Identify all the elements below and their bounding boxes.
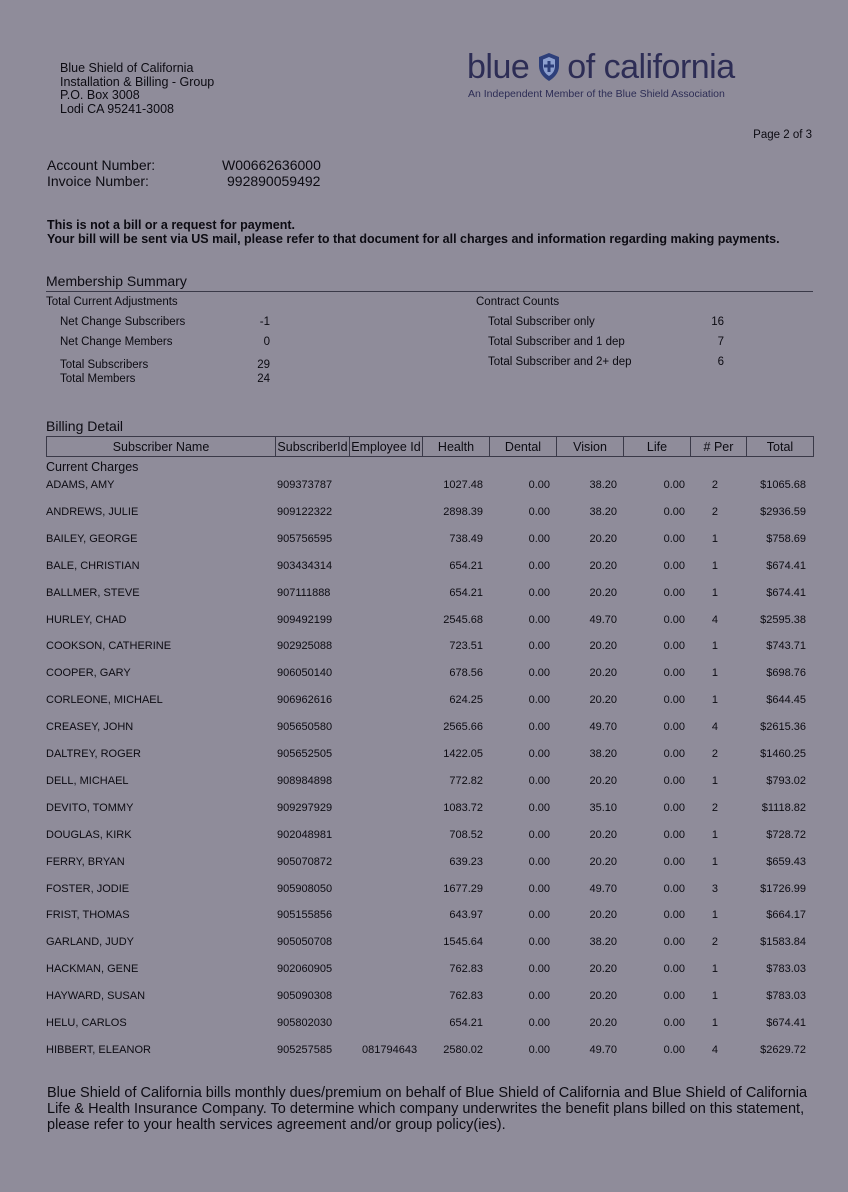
health-amount: 654.21 [449, 1017, 483, 1029]
per-count: 1 [711, 694, 718, 707]
table-row [46, 587, 813, 614]
company-logo [467, 50, 735, 100]
total-amount: $2615.36 [760, 721, 806, 734]
net-change-members-value: 0 [263, 336, 270, 348]
health-amount: 1083.72 [443, 801, 483, 814]
vision-amount: 20.20 [589, 1017, 617, 1029]
vision-amount: 35.10 [589, 801, 617, 814]
total-amount: $783.03 [766, 963, 806, 976]
membership-summary-title: Membership Summary [46, 273, 187, 289]
logo-word-california: of california [567, 48, 735, 86]
total-amount: $2936.59 [760, 505, 806, 518]
subscriber-id: 905155856 [277, 909, 333, 922]
total-amount: $728.72 [766, 828, 806, 841]
total-amount: $783.03 [766, 990, 806, 1003]
column-header: SubscriberId [276, 437, 350, 457]
life-amount: 0.00 [663, 479, 685, 491]
health-amount: 639.23 [449, 855, 483, 868]
life-amount: 0.00 [663, 828, 685, 841]
vision-amount: 20.20 [589, 990, 617, 1003]
subscriber-name: GARLAND, JUDY [46, 936, 135, 949]
table-row [46, 829, 813, 856]
table-row [46, 614, 813, 641]
vision-amount: 20.20 [589, 586, 617, 599]
life-amount: 0.00 [663, 640, 685, 653]
dental-amount: 0.00 [528, 1017, 550, 1029]
vision-amount: 20.20 [589, 774, 617, 787]
subscriber-name: COOPER, GARY [46, 667, 131, 680]
payment-notice [47, 218, 780, 246]
vision-amount: 20.20 [589, 855, 617, 868]
subscriber-id: 905652505 [277, 748, 333, 760]
footer-disclaimer: Blue Shield of California bills monthly dues/premium on behalf of Blue Shield of California and Blue Shield of California Life & Health Insurance Company. To determine which company underwrites the benefit plans billed on this statement, please refer to your health services agreement and/or group policy(ies). [47, 1085, 808, 1133]
contract-label: Total Subscriber only [488, 316, 595, 328]
life-amount: 0.00 [663, 990, 685, 1003]
subscriber-id: 909492199 [277, 613, 333, 626]
health-amount: 772.82 [449, 774, 483, 787]
per-count: 1 [711, 990, 718, 1003]
life-amount: 0.00 [663, 909, 685, 922]
dental-amount: 0.00 [528, 855, 550, 868]
page-indicator: Page 2 of 3 [753, 129, 812, 141]
life-amount: 0.00 [663, 586, 685, 599]
life-amount: 0.00 [663, 694, 685, 707]
subscriber-name: HACKMAN, GENE [46, 963, 139, 976]
table-row [46, 963, 813, 990]
per-count: 2 [711, 505, 718, 518]
total-amount: $793.02 [766, 774, 806, 787]
life-amount: 0.00 [663, 721, 685, 734]
health-amount: 1027.48 [443, 479, 483, 491]
column-header: Employee Id [350, 437, 423, 457]
total-amount: $1065.68 [760, 479, 806, 491]
total-amount: $758.69 [766, 532, 806, 545]
per-count: 1 [711, 1017, 718, 1029]
life-amount: 0.00 [663, 936, 685, 949]
table-row [46, 667, 813, 694]
vision-amount: 20.20 [589, 694, 617, 707]
total-amount: $674.41 [766, 1017, 806, 1029]
shield-icon [537, 52, 561, 82]
dental-amount: 0.00 [528, 909, 550, 922]
health-amount: 2898.39 [443, 505, 483, 518]
dental-amount: 0.00 [528, 882, 550, 895]
vision-amount: 49.70 [589, 613, 617, 626]
sender-line: Blue Shield of California [60, 61, 194, 75]
dental-amount: 0.00 [528, 613, 550, 626]
total-amount: $674.41 [766, 559, 806, 572]
vision-amount: 20.20 [589, 559, 617, 572]
column-header: Health [423, 437, 490, 457]
total-subscribers-label: Total Subscribers [60, 359, 149, 371]
per-count: 1 [711, 532, 718, 545]
total-amount: $1460.25 [760, 748, 806, 760]
contract-label: Total Subscriber and 1 dep [488, 336, 625, 348]
subscriber-id: 906050140 [277, 667, 333, 680]
life-amount: 0.00 [663, 748, 685, 760]
life-amount: 0.00 [663, 855, 685, 868]
life-amount: 0.00 [663, 667, 685, 680]
subscriber-id: 906962616 [277, 694, 333, 707]
health-amount: 678.56 [449, 667, 483, 680]
column-header: # Per [691, 437, 747, 457]
dental-amount: 0.00 [528, 667, 550, 680]
health-amount: 723.51 [449, 640, 483, 653]
dental-amount: 0.00 [528, 479, 550, 491]
dental-amount: 0.00 [528, 694, 550, 707]
life-amount: 0.00 [663, 559, 685, 572]
dental-amount: 0.00 [528, 774, 550, 787]
sender-line: Installation & Billing - Group [60, 74, 215, 89]
vision-amount: 49.70 [589, 721, 617, 734]
subscriber-id: 902060905 [277, 963, 333, 976]
table-row [46, 775, 813, 802]
sender-address [60, 62, 214, 116]
life-amount: 0.00 [663, 1017, 685, 1029]
dental-amount: 0.00 [528, 505, 550, 518]
health-amount: 643.97 [449, 909, 483, 922]
per-count: 3 [711, 882, 718, 895]
dental-amount: 0.00 [528, 1043, 550, 1056]
total-amount: $743.71 [766, 640, 806, 653]
per-count: 2 [711, 801, 718, 814]
subscriber-id: 905257585 [277, 1043, 333, 1056]
vision-amount: 38.20 [589, 936, 617, 949]
health-amount: 654.21 [449, 586, 483, 599]
dental-amount: 0.00 [528, 721, 550, 734]
divider [46, 291, 813, 292]
net-change-members-label: Net Change Members [60, 336, 173, 348]
vision-amount: 20.20 [589, 640, 617, 653]
subscriber-id: 905908050 [277, 882, 333, 895]
contract-label: Total Subscriber and 2+ dep [488, 356, 632, 368]
life-amount: 0.00 [663, 1043, 685, 1056]
total-amount: $674.41 [766, 586, 806, 599]
subscriber-id: 905070872 [277, 855, 333, 868]
dental-amount: 0.00 [528, 828, 550, 841]
subscriber-id: 908984898 [277, 774, 333, 787]
health-amount: 762.83 [449, 990, 483, 1003]
table-row [46, 479, 813, 506]
subscriber-name: ADAMS, AMY [46, 479, 115, 491]
subscriber-name: HAYWARD, SUSAN [46, 990, 146, 1003]
per-count: 4 [711, 1043, 718, 1056]
table-row [46, 883, 813, 910]
sender-line: P.O. Box 3008 [60, 88, 140, 102]
health-amount: 2545.68 [443, 613, 483, 626]
vision-amount: 20.20 [589, 963, 617, 976]
table-row [46, 856, 813, 883]
subscriber-name: DELL, MICHAEL [46, 774, 129, 787]
subscriber-id: 907111888 [277, 586, 331, 599]
health-amount: 738.49 [449, 532, 483, 545]
column-header: Total [747, 437, 814, 457]
subscriber-name: HELU, CARLOS [46, 1017, 127, 1029]
table-row [46, 533, 813, 560]
table-row [46, 721, 813, 748]
dental-amount: 0.00 [528, 936, 550, 949]
dental-amount: 0.00 [528, 640, 550, 653]
subscriber-name: FOSTER, JODIE [46, 882, 130, 895]
table-row [46, 748, 813, 775]
life-amount: 0.00 [663, 532, 685, 545]
health-amount: 624.25 [449, 694, 483, 707]
column-header: Subscriber Name [47, 437, 276, 457]
adjustments-title: Total Current Adjustments [46, 296, 178, 308]
total-members-value: 24 [257, 373, 270, 385]
vision-amount: 49.70 [589, 1043, 617, 1056]
vision-amount: 38.20 [589, 505, 617, 518]
vision-amount: 49.70 [589, 882, 617, 895]
life-amount: 0.00 [663, 505, 685, 518]
per-count: 4 [711, 613, 718, 626]
subscriber-id: 905756595 [277, 532, 333, 545]
vision-amount: 20.20 [589, 667, 617, 680]
dental-amount: 0.00 [528, 532, 550, 545]
notice-line: This is not a bill or a request for payment. [47, 218, 295, 232]
total-amount: $664.17 [766, 909, 806, 922]
invoice-number-label: Invoice Number: [47, 173, 149, 189]
total-amount: $2629.72 [760, 1043, 806, 1056]
subscriber-name: BALLMER, STEVE [46, 586, 140, 599]
health-amount: 762.83 [449, 963, 483, 976]
life-amount: 0.00 [663, 882, 685, 895]
total-subscribers-value: 29 [257, 359, 270, 371]
dental-amount: 0.00 [528, 559, 550, 572]
subscriber-name: FRIST, THOMAS [46, 909, 130, 922]
table-row [46, 560, 813, 587]
dental-amount: 0.00 [528, 748, 550, 760]
notice-line: Your bill will be sent via US mail, please refer to that document for all charges and information regarding making payments. [47, 232, 780, 246]
subscriber-id: 903434314 [277, 559, 333, 572]
vision-amount: 20.20 [589, 532, 617, 545]
subscriber-name: HURLEY, CHAD [46, 613, 127, 626]
total-amount: $644.45 [766, 694, 806, 707]
table-row [46, 990, 813, 1017]
dental-amount: 0.00 [528, 990, 550, 1003]
health-amount: 2565.66 [443, 721, 483, 734]
per-count: 1 [711, 855, 718, 868]
vision-amount: 38.20 [589, 479, 617, 491]
contract-value: 6 [717, 356, 724, 368]
subscriber-name: DEVITO, TOMMY [46, 801, 134, 814]
subscriber-id: 902925088 [277, 640, 333, 653]
per-count: 2 [711, 479, 718, 491]
total-amount: $1726.99 [760, 882, 806, 895]
health-amount: 1545.64 [443, 936, 483, 949]
dental-amount: 0.00 [528, 801, 550, 814]
per-count: 1 [711, 774, 718, 787]
subscriber-name: CORLEONE, MICHAEL [46, 694, 163, 707]
account-number-label: Account Number: [47, 157, 156, 173]
net-change-subscribers-value: -1 [259, 316, 270, 328]
per-count: 1 [711, 963, 718, 976]
table-row [46, 694, 813, 721]
life-amount: 0.00 [663, 774, 685, 787]
per-count: 1 [711, 909, 718, 922]
subscriber-id: 905050708 [277, 936, 333, 949]
logo-tagline: An Independent Member of the Blue Shield Association [468, 88, 725, 100]
subscriber-id: 909297929 [277, 801, 333, 814]
contract-counts-title: Contract Counts [476, 296, 560, 308]
life-amount: 0.00 [663, 801, 685, 814]
per-count: 1 [711, 586, 718, 599]
account-number-value: W00662636000 [222, 157, 321, 173]
subscriber-name: BAILEY, GEORGE [46, 532, 138, 545]
per-count: 1 [711, 828, 718, 841]
health-amount: 1422.05 [443, 748, 483, 760]
total-amount: $2595.38 [760, 613, 806, 626]
dental-amount: 0.00 [528, 963, 550, 976]
subscriber-id: 909122322 [277, 505, 333, 518]
subscriber-id: 905650580 [277, 721, 333, 734]
subscriber-name: FERRY, BRYAN [46, 855, 125, 868]
health-amount: 1677.29 [443, 882, 483, 895]
table-row [46, 936, 813, 963]
table-row [46, 802, 813, 829]
total-amount: $1118.82 [761, 801, 806, 814]
total-amount: $1583.84 [760, 936, 806, 949]
health-amount: 2580.02 [443, 1043, 483, 1056]
total-amount: $698.76 [766, 667, 806, 680]
total-members-label: Total Members [60, 373, 136, 385]
life-amount: 0.00 [663, 963, 685, 976]
table-row [46, 1044, 813, 1071]
vision-amount: 20.20 [589, 909, 617, 922]
health-amount: 654.21 [449, 559, 483, 572]
per-count: 2 [711, 748, 718, 760]
subscriber-name: DOUGLAS, KIRK [46, 828, 132, 841]
subscriber-id: 902048981 [277, 828, 333, 841]
subscriber-id: 909373787 [277, 479, 333, 491]
subscriber-name: COOKSON, CATHERINE [46, 640, 172, 653]
current-charges-label: Current Charges [46, 460, 139, 474]
invoice-number-value: 992890059492 [227, 173, 321, 189]
per-count: 1 [711, 559, 718, 572]
subscriber-id: 905802030 [277, 1017, 333, 1029]
subscriber-name: DALTREY, ROGER [46, 748, 141, 760]
per-count: 2 [711, 936, 718, 949]
table-row [46, 640, 813, 667]
table-row [46, 909, 813, 936]
logo-word-blue: blue [467, 48, 530, 86]
table-row [46, 1017, 813, 1044]
subscriber-name: CREASEY, JOHN [46, 721, 134, 734]
column-header: Dental [490, 437, 557, 457]
subscriber-name: HIBBERT, ELEANOR [46, 1043, 151, 1056]
account-info [47, 157, 321, 189]
per-count: 4 [711, 721, 718, 734]
life-amount: 0.00 [663, 613, 685, 626]
billing-detail-title: Billing Detail [46, 418, 124, 434]
subscriber-name: BALE, CHRISTIAN [46, 559, 140, 572]
billing-table-header [46, 436, 814, 457]
subscriber-id: 905090308 [277, 990, 333, 1003]
vision-amount: 20.20 [589, 828, 617, 841]
column-header: Life [624, 437, 691, 457]
table-row [46, 506, 813, 533]
contract-value: 16 [711, 316, 724, 328]
total-amount: $659.43 [766, 855, 806, 868]
sender-line: Lodi CA 95241-3008 [60, 101, 174, 116]
subscriber-name: ANDREWS, JULIE [46, 505, 139, 518]
employee-id: 081794643 [362, 1043, 418, 1056]
dental-amount: 0.00 [528, 586, 550, 599]
contract-value: 7 [717, 336, 724, 348]
net-change-subscribers-label: Net Change Subscribers [60, 316, 186, 328]
per-count: 1 [711, 667, 718, 680]
per-count: 1 [711, 640, 718, 653]
column-header: Vision [557, 437, 624, 457]
health-amount: 708.52 [449, 828, 483, 841]
vision-amount: 38.20 [589, 748, 617, 760]
